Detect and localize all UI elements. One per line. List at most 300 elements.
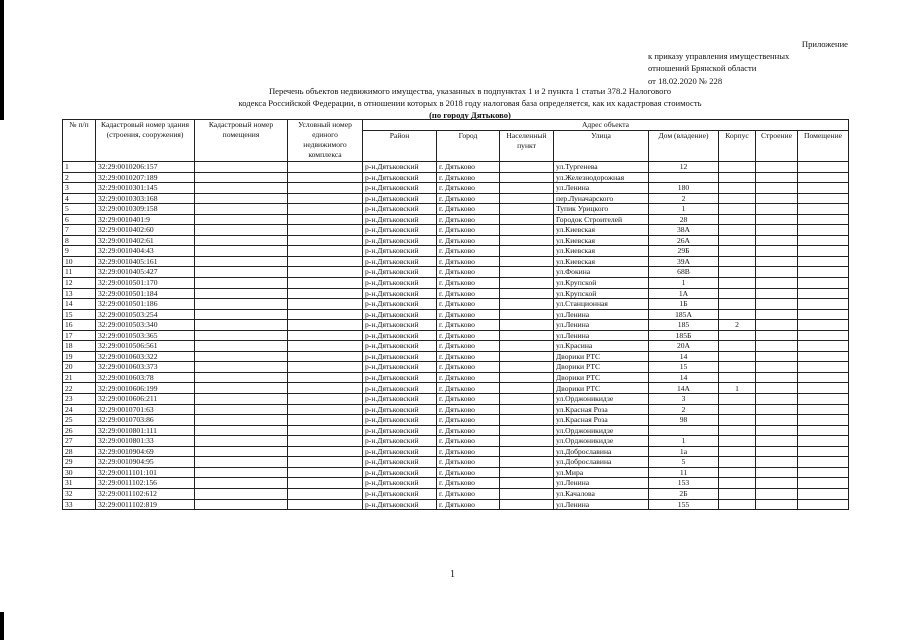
city-cell: г. Дятьково <box>437 320 500 331</box>
table-row <box>63 457 849 468</box>
locality-cell <box>500 351 554 362</box>
stroenie-cell <box>756 499 798 510</box>
table-row <box>63 183 849 194</box>
row-number: 12 <box>63 278 96 289</box>
house-cell: 15 <box>649 362 719 373</box>
building-cadastral-cell: 32:29:0010703:86 <box>96 415 195 426</box>
header-building-cadastral: Кадастровый номер здания (строения, сооружения) <box>96 120 195 162</box>
stroenie-cell <box>756 372 798 383</box>
pomeshchenie-cell <box>798 278 849 289</box>
room-cadastral-cell <box>195 235 288 246</box>
stroenie-cell <box>756 204 798 215</box>
korpus-cell <box>719 246 756 257</box>
street-cell: Дворики РТС <box>554 351 649 362</box>
pomeshchenie-cell <box>798 288 849 299</box>
city-cell: г. Дятьково <box>437 372 500 383</box>
building-cadastral-cell: 32:29:0010904:69 <box>96 446 195 457</box>
korpus-cell <box>719 299 756 310</box>
house-cell: 185 <box>649 320 719 331</box>
korpus-cell <box>719 478 756 489</box>
city-cell: г. Дятьково <box>437 341 500 352</box>
street-cell: ул.Крупской <box>554 288 649 299</box>
city-cell: г. Дятьково <box>437 446 500 457</box>
house-cell: 38А <box>649 225 719 236</box>
street-cell: ул.Киевская <box>554 246 649 257</box>
conditional-number-cell <box>288 320 363 331</box>
stroenie-cell <box>756 351 798 362</box>
pomeshchenie-cell <box>798 341 849 352</box>
pomeshchenie-cell <box>798 351 849 362</box>
city-cell: г. Дятьково <box>437 288 500 299</box>
street-cell: ул.Ленина <box>554 320 649 331</box>
appendix-block <box>648 38 848 87</box>
house-cell: 68В <box>649 267 719 278</box>
locality-cell <box>500 267 554 278</box>
district-cell: р-н.Дятьковский <box>363 320 437 331</box>
locality-cell <box>500 341 554 352</box>
locality-cell <box>500 330 554 341</box>
korpus-cell <box>719 457 756 468</box>
korpus-cell <box>719 488 756 499</box>
building-cadastral-cell: 32:29:0010309:158 <box>96 204 195 215</box>
district-cell: р-н.Дятьковский <box>363 246 437 257</box>
table-row <box>63 204 849 215</box>
street-cell: ул.Доброславина <box>554 446 649 457</box>
pomeshchenie-cell <box>798 267 849 278</box>
city-cell: г. Дятьково <box>437 457 500 468</box>
row-number: 31 <box>63 478 96 489</box>
street-cell: ул.Красная Роза <box>554 404 649 415</box>
header-district: Район <box>363 131 437 162</box>
district-cell: р-н.Дятьковский <box>363 362 437 373</box>
locality-cell <box>500 467 554 478</box>
house-cell: 20А <box>649 341 719 352</box>
table-row <box>63 278 849 289</box>
row-number: 18 <box>63 341 96 352</box>
house-cell: 3 <box>649 394 719 405</box>
row-number: 20 <box>63 362 96 373</box>
district-cell: р-н.Дятьковский <box>363 446 437 457</box>
district-cell: р-н.Дятьковский <box>363 394 437 405</box>
building-cadastral-cell: 32:29:0010506:561 <box>96 341 195 352</box>
district-cell: р-н.Дятьковский <box>363 372 437 383</box>
korpus-cell: 2 <box>719 320 756 331</box>
street-cell: ул.Мира <box>554 467 649 478</box>
korpus-cell <box>719 351 756 362</box>
street-cell: Дворики РТС <box>554 372 649 383</box>
locality-cell <box>500 235 554 246</box>
korpus-cell <box>719 309 756 320</box>
stroenie-cell <box>756 172 798 183</box>
building-cadastral-cell: 32:29:0010904:95 <box>96 457 195 468</box>
city-cell: г. Дятьково <box>437 214 500 225</box>
room-cadastral-cell <box>195 425 288 436</box>
locality-cell <box>500 362 554 373</box>
conditional-number-cell <box>288 172 363 183</box>
locality-cell <box>500 320 554 331</box>
conditional-number-cell <box>288 362 363 373</box>
district-cell: р-н.Дятьковский <box>363 415 437 426</box>
street-cell: ул.Орджоникидзе <box>554 425 649 436</box>
korpus-cell <box>719 467 756 478</box>
room-cadastral-cell <box>195 478 288 489</box>
district-cell: р-н.Дятьковский <box>363 330 437 341</box>
korpus-cell <box>719 330 756 341</box>
header-num: № п/п <box>63 120 96 162</box>
city-cell: г. Дятьково <box>437 478 500 489</box>
street-cell: Городок Строителей <box>554 214 649 225</box>
table-row <box>63 288 849 299</box>
building-cadastral-cell: 32:29:0010606:211 <box>96 394 195 405</box>
appendix-date: от 18.02.2020 № 228 <box>648 75 723 86</box>
row-number: 17 <box>63 330 96 341</box>
row-number: 4 <box>63 193 96 204</box>
conditional-number-cell <box>288 193 363 204</box>
conditional-number-cell <box>288 267 363 278</box>
page-number: 1 <box>450 569 455 580</box>
conditional-number-cell <box>288 436 363 447</box>
pomeshchenie-cell <box>798 214 849 225</box>
house-cell: 39А <box>649 256 719 267</box>
room-cadastral-cell <box>195 446 288 457</box>
locality-cell <box>500 499 554 510</box>
conditional-number-cell <box>288 246 363 257</box>
table-row <box>63 415 849 426</box>
street-cell: ул.Орджоникидзе <box>554 436 649 447</box>
district-cell: р-н.Дятьковский <box>363 214 437 225</box>
table-row <box>63 362 849 373</box>
district-cell: р-н.Дятьковский <box>363 204 437 215</box>
room-cadastral-cell <box>195 299 288 310</box>
header-house: Дом (владение) <box>649 131 719 162</box>
house-cell: 1 <box>649 204 719 215</box>
building-cadastral-cell: 32:29:0010501:170 <box>96 278 195 289</box>
pomeshchenie-cell <box>798 457 849 468</box>
title-line-2: кодекса Российской Федерации, в отношении которых в 2018 году налоговая база определяется, как их кадастровая стоимость <box>238 98 702 108</box>
scan-edge-mark <box>0 0 4 120</box>
locality-cell <box>500 457 554 468</box>
stroenie-cell <box>756 246 798 257</box>
row-number: 19 <box>63 351 96 362</box>
building-cadastral-cell: 32:29:0010206:157 <box>96 162 195 173</box>
locality-cell <box>500 309 554 320</box>
room-cadastral-cell <box>195 320 288 331</box>
building-cadastral-cell: 32:29:0010606:199 <box>96 383 195 394</box>
table-row <box>63 256 849 267</box>
building-cadastral-cell: 32:29:0011101:101 <box>96 467 195 478</box>
pomeshchenie-cell <box>798 193 849 204</box>
house-cell: 29Б <box>649 246 719 257</box>
city-cell: г. Дятьково <box>437 404 500 415</box>
locality-cell <box>500 394 554 405</box>
house-cell: 2 <box>649 404 719 415</box>
locality-cell <box>500 436 554 447</box>
locality-cell <box>500 246 554 257</box>
conditional-number-cell <box>288 183 363 194</box>
locality-cell <box>500 299 554 310</box>
row-number: 21 <box>63 372 96 383</box>
house-cell: 98 <box>649 415 719 426</box>
room-cadastral-cell <box>195 183 288 194</box>
city-cell: г. Дятьково <box>437 162 500 173</box>
room-cadastral-cell <box>195 193 288 204</box>
pomeshchenie-cell <box>798 162 849 173</box>
stroenie-cell <box>756 320 798 331</box>
pomeshchenie-cell <box>798 172 849 183</box>
room-cadastral-cell <box>195 309 288 320</box>
row-number: 5 <box>63 204 96 215</box>
conditional-number-cell <box>288 372 363 383</box>
locality-cell <box>500 214 554 225</box>
row-number: 25 <box>63 415 96 426</box>
street-cell: ул.Фокина <box>554 267 649 278</box>
row-number: 13 <box>63 288 96 299</box>
conditional-number-cell <box>288 351 363 362</box>
district-cell: р-н.Дятьковский <box>363 183 437 194</box>
city-cell: г. Дятьково <box>437 278 500 289</box>
house-cell: 1 <box>649 278 719 289</box>
street-cell: Дворики РТС <box>554 383 649 394</box>
street-cell: ул.Киевская <box>554 256 649 267</box>
conditional-number-cell <box>288 235 363 246</box>
row-number: 22 <box>63 383 96 394</box>
city-cell: г. Дятьково <box>437 256 500 267</box>
table-row <box>63 467 849 478</box>
pomeshchenie-cell <box>798 467 849 478</box>
conditional-number-cell <box>288 330 363 341</box>
district-cell: р-н.Дятьковский <box>363 309 437 320</box>
house-cell: 28 <box>649 214 719 225</box>
conditional-number-cell <box>288 383 363 394</box>
row-number: 32 <box>63 488 96 499</box>
street-cell: ул.Киевская <box>554 235 649 246</box>
pomeshchenie-cell <box>798 320 849 331</box>
house-cell: 180 <box>649 183 719 194</box>
building-cadastral-cell: 32:29:0010402:61 <box>96 235 195 246</box>
header-city: Город <box>437 131 500 162</box>
street-cell: ул.Ленина <box>554 183 649 194</box>
locality-cell <box>500 225 554 236</box>
stroenie-cell <box>756 425 798 436</box>
row-number: 3 <box>63 183 96 194</box>
conditional-number-cell <box>288 204 363 215</box>
conditional-number-cell <box>288 404 363 415</box>
city-cell: г. Дятьково <box>437 499 500 510</box>
header-address: Адрес объекта <box>363 120 849 131</box>
house-cell <box>649 425 719 436</box>
district-cell: р-н.Дятьковский <box>363 488 437 499</box>
building-cadastral-cell: 32:29:0010402:60 <box>96 225 195 236</box>
korpus-cell <box>719 235 756 246</box>
building-cadastral-cell: 32:29:0011102:612 <box>96 488 195 499</box>
house-cell: 1Б <box>649 299 719 310</box>
table-row <box>63 394 849 405</box>
table-row <box>63 246 849 257</box>
house-cell: 14 <box>649 372 719 383</box>
table-row <box>63 499 849 510</box>
city-cell: г. Дятьково <box>437 467 500 478</box>
table-row <box>63 309 849 320</box>
room-cadastral-cell <box>195 267 288 278</box>
table-row <box>63 330 849 341</box>
stroenie-cell <box>756 341 798 352</box>
stroenie-cell <box>756 183 798 194</box>
locality-cell <box>500 383 554 394</box>
conditional-number-cell <box>288 446 363 457</box>
table-row <box>63 383 849 394</box>
district-cell: р-н.Дятьковский <box>363 467 437 478</box>
building-cadastral-cell: 32:29:0010701:63 <box>96 404 195 415</box>
row-number: 15 <box>63 309 96 320</box>
stroenie-cell <box>756 488 798 499</box>
building-cadastral-cell: 32:29:0010503:254 <box>96 309 195 320</box>
house-cell: 185А <box>649 309 719 320</box>
street-cell: ул.Ленина <box>554 309 649 320</box>
conditional-number-cell <box>288 488 363 499</box>
header-pomeshchenie: Помещение <box>798 131 849 162</box>
building-cadastral-cell: 32:29:0010503:365 <box>96 330 195 341</box>
room-cadastral-cell <box>195 214 288 225</box>
room-cadastral-cell <box>195 488 288 499</box>
appendix-label: Приложение <box>801 39 848 49</box>
stroenie-cell <box>756 278 798 289</box>
district-cell: р-н.Дятьковский <box>363 383 437 394</box>
building-cadastral-cell: 32:29:0010603:322 <box>96 351 195 362</box>
locality-cell <box>500 193 554 204</box>
row-number: 6 <box>63 214 96 225</box>
locality-cell <box>500 478 554 489</box>
room-cadastral-cell <box>195 225 288 236</box>
district-cell: р-н.Дятьковский <box>363 225 437 236</box>
korpus-cell <box>719 183 756 194</box>
city-cell: г. Дятьково <box>437 425 500 436</box>
conditional-number-cell <box>288 394 363 405</box>
table-row <box>63 404 849 415</box>
room-cadastral-cell <box>195 499 288 510</box>
district-cell: р-н.Дятьковский <box>363 299 437 310</box>
building-cadastral-cell: 32:29:0010801:33 <box>96 436 195 447</box>
district-cell: р-н.Дятьковский <box>363 172 437 183</box>
stroenie-cell <box>756 362 798 373</box>
room-cadastral-cell <box>195 330 288 341</box>
row-number: 1 <box>63 162 96 173</box>
korpus-cell <box>719 225 756 236</box>
district-cell: р-н.Дятьковский <box>363 478 437 489</box>
stroenie-cell <box>756 162 798 173</box>
district-cell: р-н.Дятьковский <box>363 288 437 299</box>
conditional-number-cell <box>288 309 363 320</box>
conditional-number-cell <box>288 256 363 267</box>
room-cadastral-cell <box>195 372 288 383</box>
row-number: 24 <box>63 404 96 415</box>
pomeshchenie-cell <box>798 436 849 447</box>
korpus-cell <box>719 204 756 215</box>
row-number: 7 <box>63 225 96 236</box>
pomeshchenie-cell <box>798 299 849 310</box>
locality-cell <box>500 488 554 499</box>
city-cell: г. Дятьково <box>437 172 500 183</box>
conditional-number-cell <box>288 457 363 468</box>
building-cadastral-cell: 32:29:0010503:340 <box>96 320 195 331</box>
city-cell: г. Дятьково <box>437 351 500 362</box>
conditional-number-cell <box>288 467 363 478</box>
table-row <box>63 225 849 236</box>
city-cell: г. Дятьково <box>437 488 500 499</box>
table-row <box>63 351 849 362</box>
room-cadastral-cell <box>195 383 288 394</box>
table-row <box>63 488 849 499</box>
korpus-cell <box>719 436 756 447</box>
building-cadastral-cell: 32:29:0010603:373 <box>96 362 195 373</box>
city-cell: г. Дятьково <box>437 309 500 320</box>
table-row <box>63 172 849 183</box>
header-korpus: Корпус <box>719 131 756 162</box>
city-cell: г. Дятьково <box>437 415 500 426</box>
korpus-cell <box>719 394 756 405</box>
building-cadastral-cell: 32:29:0010303:168 <box>96 193 195 204</box>
pomeshchenie-cell <box>798 425 849 436</box>
building-cadastral-cell: 32:29:0010301:145 <box>96 183 195 194</box>
locality-cell <box>500 183 554 194</box>
pomeshchenie-cell <box>798 488 849 499</box>
locality-cell <box>500 204 554 215</box>
pomeshchenie-cell <box>798 362 849 373</box>
room-cadastral-cell <box>195 288 288 299</box>
stroenie-cell <box>756 436 798 447</box>
stroenie-cell <box>756 478 798 489</box>
stroenie-cell <box>756 267 798 278</box>
city-cell: г. Дятьково <box>437 183 500 194</box>
building-cadastral-cell: 32:29:0011102:819 <box>96 499 195 510</box>
conditional-number-cell <box>288 288 363 299</box>
house-cell: 185Б <box>649 330 719 341</box>
conditional-number-cell <box>288 214 363 225</box>
row-number: 9 <box>63 246 96 257</box>
room-cadastral-cell <box>195 162 288 173</box>
table-row <box>63 446 849 457</box>
header-conditional-number: Условный номер единого недвижимого комплекса <box>288 120 363 162</box>
korpus-cell <box>719 172 756 183</box>
district-cell: р-н.Дятьковский <box>363 351 437 362</box>
pomeshchenie-cell <box>798 446 849 457</box>
district-cell: р-н.Дятьковский <box>363 267 437 278</box>
locality-cell <box>500 446 554 457</box>
pomeshchenie-cell <box>798 383 849 394</box>
locality-cell <box>500 425 554 436</box>
title-subtitle: (по городу Дятьково) <box>429 110 511 120</box>
conditional-number-cell <box>288 341 363 352</box>
room-cadastral-cell <box>195 351 288 362</box>
stroenie-cell <box>756 299 798 310</box>
conditional-number-cell <box>288 278 363 289</box>
conditional-number-cell <box>288 225 363 236</box>
pomeshchenie-cell <box>798 246 849 257</box>
korpus-cell: 1 <box>719 383 756 394</box>
table-row <box>63 320 849 331</box>
city-cell: г. Дятьково <box>437 246 500 257</box>
header-street: Улица <box>554 131 649 162</box>
house-cell: 153 <box>649 478 719 489</box>
house-cell <box>649 172 719 183</box>
stroenie-cell <box>756 288 798 299</box>
city-cell: г. Дятьково <box>437 204 500 215</box>
building-cadastral-cell: 32:29:0010401:9 <box>96 214 195 225</box>
row-number: 30 <box>63 467 96 478</box>
pomeshchenie-cell <box>798 256 849 267</box>
pomeshchenie-cell <box>798 478 849 489</box>
conditional-number-cell <box>288 425 363 436</box>
building-cadastral-cell: 32:29:0010404:43 <box>96 246 195 257</box>
